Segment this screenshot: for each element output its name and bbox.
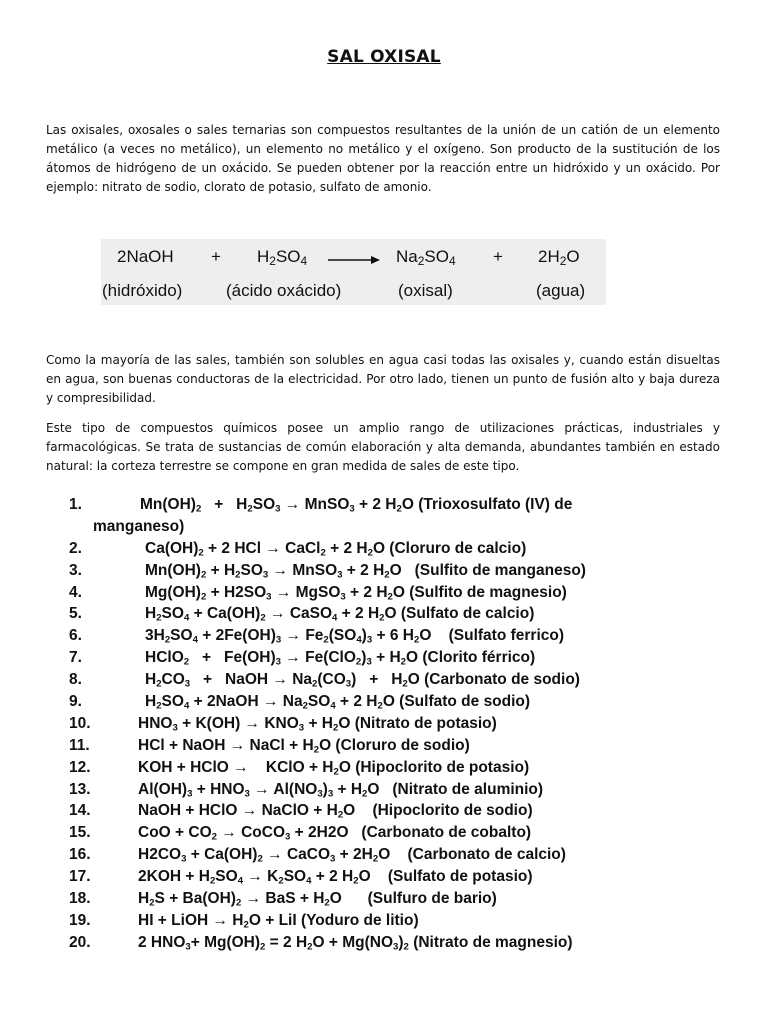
reaction-equation: $Ca(OH)_2 + 2$ HCl → CaCl$_2$ + 2 $H_2O$ (Cloruro de calcio) [145,539,527,559]
reaction-item [0,582,768,604]
reaction-item [0,538,768,560]
reaction-equation: $H_2S + Ba(OH)_2$ → BaS + $H_2O$ (Sulfuro de bario) [138,890,497,909]
reaction-item [0,691,768,713]
reaction-number: 1. [69,496,82,513]
reaction-equation-continuation: manganeso) [93,517,185,535]
reaction-equation: $H_2CO_3$ + NaOH → $Na_2(CO_3) + H_2O$ (Carbonato de sodio) [145,671,580,690]
reactant-h2so4: $H_2SO_4$ [257,247,308,268]
reaction-number: 11. [69,736,90,754]
reaction-equation: $H_2SO_4$ + 2NaOH → $Na_2SO_4 + 2$ $H_2O$ (Sulfato de sodio) [145,693,531,712]
reaction-number: 8. [69,671,82,689]
reaction-item [0,735,768,757]
reaction-equation: $H2CO_3 + Ca(OH)_2$ → CaCO$_3$ + $2H_2O$ (Carbonato de calcio) [138,846,566,865]
reaction-item [0,844,768,866]
reaction-number: 20. [69,933,91,951]
reaction-list [0,494,768,954]
reaction-item [0,757,768,779]
plus-sign: + [211,247,221,266]
reaction-number: 9. [69,693,82,711]
reaction-number: 14. [69,802,91,820]
label-oxisal: (oxisal) [398,281,453,300]
reaction-item [0,910,768,932]
page-title: SAL OXISAL [327,47,441,67]
reaction-item [0,494,768,538]
reaction-equation: $H_2SO_4 + Ca(OH)_2$ → CaSO$_4$ + 2 $H_2O$ (Sulfato de calcio) [145,605,535,624]
reaction-number: 13. [69,780,91,798]
reaction-equation: 2 $HNO_3+ Mg(OH)_2 = 2$ $H_2O + Mg(NO_3)_2$ (Nitrato de magnesio) [138,933,573,953]
reaction-number: 6. [69,627,82,645]
reaction-item [0,800,768,822]
properties-paragraph: Como la mayoría de las sales, también son solubles en agua casi todas las oxisales y, cuando están disueltas en agua, son buenas conductoras de la electricidad. Por otro lado, tienen un punto de fusión alto y baja dureza y compresibilidad. [46,353,720,405]
reaction-number: 3. [69,561,82,579]
reaction-equation: HCl + NaOH → NaCl + $H_2O$ (Cloruro de sodio) [138,736,470,756]
reaction-equation: HI + LiOH → $H_2O$ + LiI (Yoduro de litio) [138,911,419,931]
reaction-number: 16. [69,846,91,864]
reaction-equation: HClO$_2$ + $Fe(OH)_3 \to Fe(ClO_2)_3 + H_2O$ (Clorito férrico) [145,649,536,668]
reaction-equation: NaOH + HClO → NaClO + $H_2O$ (Hipoclorito de sodio) [138,802,533,821]
reaction-number: 15. [69,824,91,842]
reaction-number: 18. [69,890,91,908]
reaction-item [0,932,768,954]
reaction-number: 7. [69,649,82,667]
reaction-number: 2. [69,539,82,557]
reaction-equation: $3H_2SO_4 + 2Fe(OH)_3 \to Fe_2(SO_4)_3 + 6$ $H_2O$ (Sulfato ferrico) [145,627,565,646]
reaction-equation: KOH + HClO → KClO + $H_2O$ (Hipoclorito de potasio) [138,758,530,778]
reaction-arrow-icon [328,255,380,265]
reaction-equation: $Mn(OH)_2 + H_2SO_3$ → MnSO$_3$ + 2 $H_2O$ (Sulfito de manganeso) [145,561,586,581]
reaction-equation: $Al(OH)_3 + HNO_3 \to Al(NO_3)_3 + H_2O$ (Nitrato de aluminio) [138,780,544,799]
reaction-equation: $Mg(OH)_2 + H2SO_3$ → MgSO$_3$ + 2 $H_2O$ (Sulfito de magnesio) [145,583,567,602]
uses-paragraph: Este tipo de compuestos químicos posee un amplio rango de utilizaciones prácticas, industriales y farmacológicas. Se trata de sustancias de común elaboración y alta demanda, abundantes también en estado natural: la corteza terrestre se compone en gran medida de sales de este tipo. [46,421,720,473]
plus-sign-2: + [493,247,503,266]
reaction-item [0,866,768,888]
reaction-number: 4. [69,583,82,601]
reaction-equation: $2KOH + H_2SO_4 \to K_2SO_4 + 2$ $H_2O$ (Sulfato de potasio) [138,868,533,887]
reaction-item [0,822,768,844]
reaction-number: 10. [69,714,91,732]
reaction-item [0,625,768,647]
reaction-item [0,779,768,801]
reaction-equation: $HNO_3 + K(OH) \to KNO_3 + H_2O$ (Nitrato de potasio) [138,714,497,734]
label-agua: (agua) [536,281,586,300]
reaction-item [0,560,768,582]
reaction-number: 12. [69,758,91,776]
example-equation-figure [101,239,606,305]
product-h2o: $2H_2O$ [538,247,580,268]
reaction-equation: $Mn(OH)_2 + H_2SO_3$ → MnSO$_3$ + 2 $H_2O$ (Trioxosulfato (IV) de [140,496,573,515]
reaction-item [0,647,768,669]
label-acido-oxacido: (ácido oxácido) [226,281,342,300]
reactant-naoh: 2NaOH [117,247,174,266]
reaction-item [0,603,768,625]
reaction-number: 17. [69,868,91,886]
reaction-item [0,713,768,735]
reaction-item [0,888,768,910]
reaction-number: 19. [69,911,91,929]
reaction-number: 5. [69,605,82,623]
reaction-equation: CoO + $CO_2$ → CoCO$_3$ + 2H2O (Carbonato de cobalto) [138,824,532,843]
product-na2so4: $Na_2SO_4$ [396,247,456,268]
intro-paragraph: Las oxisales, oxosales o sales ternarias son compuestos resultantes de la unión de un catión de un elemento metálico (a veces no metálico), un elemento no metálico y el oxígeno. Son producto de la sustitución de los átomos de hidrógeno de un oxácido. Se pueden obtener por la reacción entre un hidróxido y un oxácido. Por ejemplo: nitrato de sodio, clorato de potasio, sulfato de amonio. [46,123,720,194]
label-hidroxido: (hidróxido) [102,281,183,300]
reaction-item [0,669,768,691]
